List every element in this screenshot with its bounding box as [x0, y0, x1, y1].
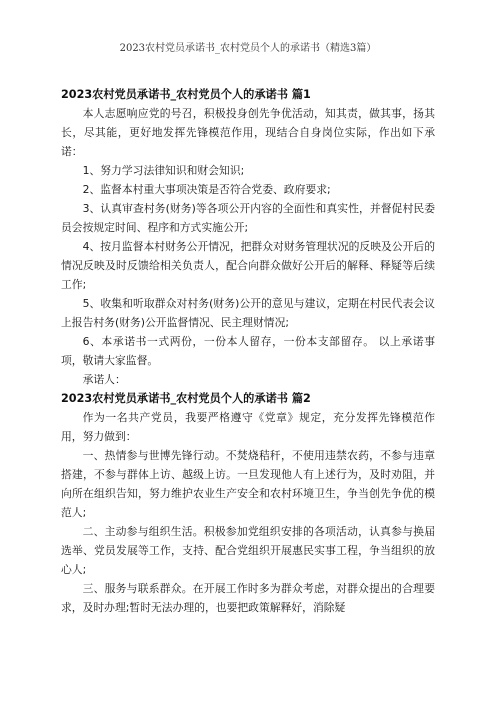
paragraph: 6、本承诺书一式两份，一份本人留存，一份本支部留存。 以上承诺事项，敬请大家监督。 — [61, 335, 435, 367]
paragraph: 3、认真审查村务(财务)等各项公开内容的全面性和真实性，并督促村民委员会按规定时间、程序和方式实施公开; — [61, 202, 435, 234]
signature-line: 承诺人： — [82, 373, 126, 386]
document-body — [61, 85, 435, 617]
paragraph: 4、按月监督本村财务公开情况，把群众对财务管理状况的反映及公开后的情况反映及时反馈给相关负责人，配合向群众做好公开后的解释、释疑等后续工作; — [61, 240, 435, 291]
paragraph: 1、努力学习法律知识和财会知识; — [82, 164, 245, 177]
document-title: 2023农村党员承诺书_农村党员个人的承诺书（精选3篇） — [119, 43, 377, 54]
paragraph: 作为一名共产党员，我要严格遵守《党章》规定，充分发挥先锋模范作用，努力做到： — [61, 411, 435, 443]
paragraph: 2、监督本村重大事项决策是否符合党委、政府要求; — [82, 183, 331, 196]
section-heading: 2023农村党员承诺书_农村党员个人的承诺书 篇1 — [61, 88, 311, 101]
paragraph: 5、收集和听取群众对村务(财务)公开的意见与建议，定期在村民代表会议上报告村务(财务)公开监督情况、民主理财情况; — [61, 297, 435, 329]
paragraph: 一、热情参与世博先锋行动。不焚烧秸秆，不使用违禁农药，不参与违章搭建，不参与群体上访、越级上访。一旦发现他人有上述行为，及时劝阻，并向所在组织告知，努力维护农业生产安全和农村环境卫生，争当创先争优的模范人; — [61, 449, 435, 519]
section-heading: 2023农村党员承诺书_农村党员个人的承诺书 篇2 — [61, 392, 311, 405]
section-1 — [61, 85, 435, 389]
paragraph: 本人志愿响应党的号召，积极投身创先争优活动，知其责，做其事，扬其长，尽其能，更好地发挥先锋模范作用，现结合自身岗位实际，作出如下承诺： — [61, 107, 435, 158]
paragraph: 三、服务与联系群众。在开展工作时多为群众考虑，对群众提出的合理要求，及时办理;暂时无法办理的，也要把政策解释好，消除疑 — [61, 582, 435, 614]
section-2 — [61, 389, 435, 617]
paragraph: 二、主动参与组织生活。积极参加党组织安排的各项活动，认真参与换届选举、党员发展等工作，支持、配合党组织开展惠民实事工程，争当组织的放心人; — [61, 525, 435, 576]
